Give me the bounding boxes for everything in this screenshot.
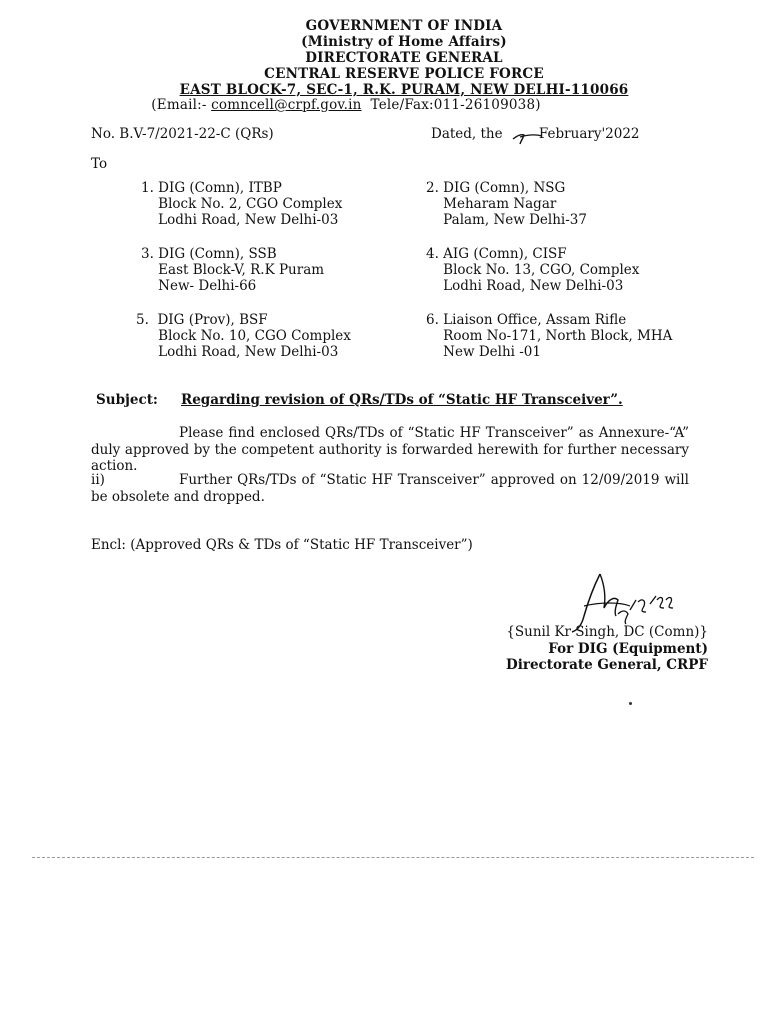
recipient-line: 2. DIG (Comn), NSG	[426, 180, 566, 196]
paragraph-2-text: Further QRs/TDs of “Static HF Transceiver” approved on 12/09/2019 will be obsolete and dropped.	[91, 472, 689, 505]
recipient-line: 5. DIG (Prov), BSF	[136, 312, 268, 328]
recipient-line: Block No. 10, CGO Complex	[141, 328, 351, 345]
recipient-line: Lodhi Road, New Delhi-03	[141, 212, 339, 229]
recipient-4	[426, 246, 639, 295]
recipient-line: 1. DIG (Comn), ITBP	[141, 180, 282, 196]
recipient-2	[426, 180, 587, 229]
email-prefix: (Email:-	[151, 97, 212, 113]
enclosure-line: Encl: (Approved QRs & TDs of “Static HF Transceiver”)	[91, 537, 473, 553]
recipient-line: 4. AIG (Comn), CISF	[426, 246, 567, 262]
date-suffix: February'2022	[538, 126, 640, 142]
recipient-line: East Block-V, R.K Puram	[141, 262, 325, 279]
subject-label: Subject:	[96, 392, 158, 408]
recipient-line: 6. Liaison Office, Assam Rifle	[426, 312, 627, 328]
recipient-line: 3. DIG (Comn), SSB	[141, 246, 277, 262]
paragraph-1-text: Please find enclosed QRs/TDs of “Static HF Transceiver” as Annexure-“A” duly approved by the competent authority is forwarded herewith for further necessary action.	[91, 425, 689, 474]
subject-text: Regarding revision of QRs/TDs of “Static HF Transceiver”.	[181, 392, 623, 408]
header-directorate: DIRECTORATE GENERAL	[305, 50, 503, 66]
recipient-line: Palam, New Delhi-37	[426, 212, 587, 229]
signatory-name: {Sunil Kr Singh, DC (Comn)}	[506, 624, 708, 640]
body-paragraph-1	[91, 425, 689, 475]
recipient-1	[141, 180, 342, 229]
signatory-for-line: For DIG (Equipment)	[548, 640, 708, 657]
header-ministry: (Ministry of Home Affairs)	[301, 34, 507, 50]
recipient-line: Room No-171, North Block, MHA	[426, 328, 673, 345]
recipient-5	[136, 312, 351, 361]
signatory-org-line: Directorate General, CRPF	[506, 657, 708, 673]
reference-number: No. B.V-7/2021-22-C (QRs)	[91, 126, 274, 142]
telefax: Tele/Fax:011-26109038)	[370, 97, 541, 113]
recipient-line: Lodhi Road, New Delhi-03	[426, 278, 624, 295]
header-address: EAST BLOCK-7, SEC-1, R.K. PURAM, NEW DELHI-110066	[179, 82, 629, 98]
recipient-line: Block No. 13, CGO, Complex	[426, 262, 640, 279]
recipient-line: New- Delhi-66	[141, 278, 257, 295]
to-label: To	[91, 156, 108, 172]
email-link[interactable]: comncell@crpf.gov.in	[211, 97, 362, 113]
signature-block	[506, 624, 708, 674]
body-paragraph-2	[91, 472, 689, 505]
recipient-line: Block No. 2, CGO Complex	[141, 196, 343, 213]
paragraph-2-label: ii)	[91, 472, 105, 488]
header-contact	[0, 97, 750, 113]
page-divider	[32, 857, 754, 858]
recipient-line: New Delhi -01	[426, 344, 541, 361]
handwritten-day-mark	[511, 125, 543, 147]
recipient-line: Meharam Nagar	[426, 196, 557, 213]
header-crpf: CENTRAL RESERVE POLICE FORCE	[264, 66, 544, 82]
stray-mark	[629, 702, 632, 705]
header-government: GOVERNMENT OF INDIA	[305, 18, 503, 34]
recipient-6	[426, 312, 672, 361]
recipient-line: Lodhi Road, New Delhi-03	[141, 344, 339, 361]
date-prefix: Dated, the	[431, 126, 503, 142]
recipient-3	[141, 246, 324, 295]
